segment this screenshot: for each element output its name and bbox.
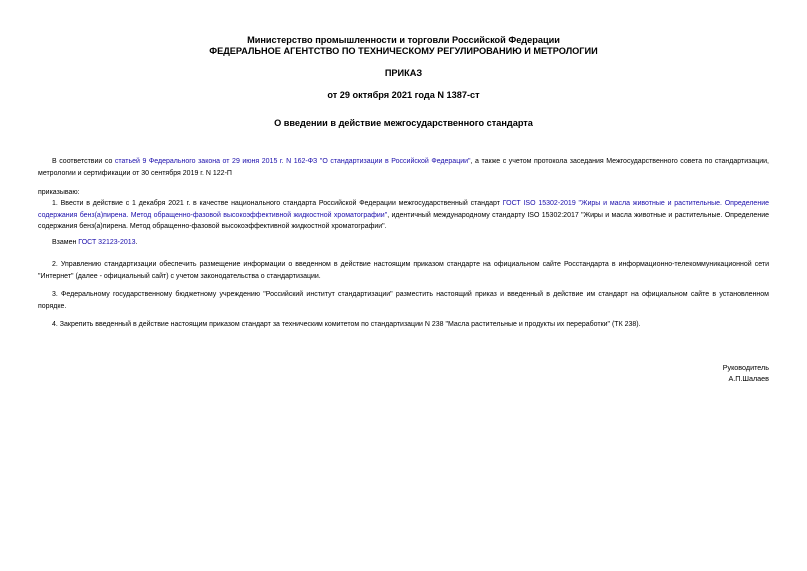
paragraph-1 <box>38 198 769 233</box>
gost-32123-link[interactable]: ГОСТ 32123-2013 <box>78 239 136 246</box>
signatory-name: А.П.Шалаев <box>728 374 769 383</box>
order-date-number: от 29 октября 2021 года N 1387-ст <box>327 90 480 100</box>
document-type: ПРИКАЗ <box>384 68 423 78</box>
p1-rest: , идентичный международному стандарту ISO 15302:2017 "Жиры и масла животные и растительные. Определение содержания бенз(а)пирена. Метод обращенно-фазовой высокоэффективной жидкостной хроматографии". <box>38 211 769 230</box>
paragraph-3: 3. Федеральному государственному бюджетному учреждению "Российский институт стандартизации" разместить настоящий приказ и введенный в действие им стандарт на официальном сайте в установленном порядке. <box>38 291 769 310</box>
paragraph-4: 4. Закрепить введенный в действие настоящим приказом стандарт за техническим комитетом по стандартизации N 238 "Масла растительные и продукты их переработки" (ТК 238). <box>52 321 641 328</box>
intro-rest: , а также с учетом протокола заседания Межгосударственного совета по стандартизации, метрологии и сертификации от 30 сентября 2019 г. N 122-П <box>38 158 769 177</box>
replaced-standard <box>52 237 783 249</box>
paragraph-2: 2. Управлению стандартизации обеспечить размещение информации о введенном в действие настоящим приказом стандарте на официальном сайте Росстандарта в информационно-телекоммуникационной сети "Интернет" (далее - официальный сайт) с учетом законодательства о стандартизации. <box>38 261 769 280</box>
order-word: приказываю: <box>38 189 80 196</box>
intro-lead: В соответствии со <box>52 158 115 165</box>
order-subject: О введении в действие межгосударственного стандарта <box>274 118 533 128</box>
replace-lead: Взамен <box>52 239 79 246</box>
replace-rest: . <box>135 239 138 246</box>
law-link[interactable]: статьей 9 Федерального закона от 29 июня 2015 г. N 162-ФЗ "О стандартизации в Российской Федерации" <box>114 158 471 165</box>
gost-iso-link[interactable]: ГОСТ ISO 15302-2019 "Жиры и масла животные и растительные. Определение содержания бенз(а)пирена. Метод обращенно-фазовой высокоэффективной жидкостной хроматографии" <box>38 200 769 219</box>
p1-lead: 1. Ввести в действие с 1 декабря 2021 г. в качестве национального стандарта Российской Федерации межгосударственный стандарт <box>52 200 503 207</box>
ministry-heading: Министерство промышленности и торговли Российской Федерации <box>247 35 560 45</box>
signatory-title: Руководитель <box>722 363 769 372</box>
agency-heading: ФЕДЕРАЛЬНОЕ АГЕНТСТВО ПО ТЕХНИЧЕСКОМУ РЕГУЛИРОВАНИЮ И МЕТРОЛОГИИ <box>209 46 598 56</box>
intro-paragraph <box>38 156 769 179</box>
